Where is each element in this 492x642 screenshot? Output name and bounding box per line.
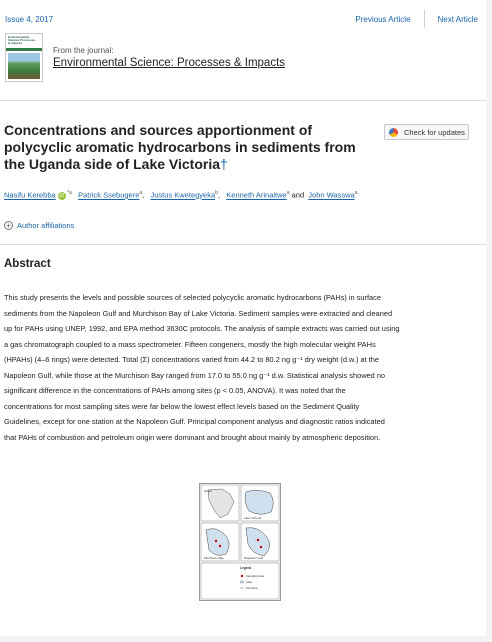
article-nav: [355, 15, 478, 28]
author-affiliations-label: Author affiliations: [17, 221, 75, 230]
affiliation-sup: a: [139, 190, 143, 196]
journal-cover-image[interactable]: [5, 33, 43, 82]
affiliation-sup: *a: [65, 190, 72, 196]
cover-title: Environmental Science Processes & Impacts: [8, 35, 36, 46]
expand-plus-icon: +: [4, 221, 13, 230]
abstract-heading: Abstract: [4, 258, 51, 270]
map-label-br: Napoleon Gulf: [244, 556, 264, 560]
legend-title: Legend: [240, 566, 252, 570]
study-area-map: [200, 484, 280, 600]
sampling-site-marker: [257, 539, 259, 541]
footnote-dagger-link[interactable]: †: [220, 156, 228, 172]
author-affiliations-toggle[interactable]: [4, 221, 74, 230]
journal-name-link[interactable]: Environmental Science: Processes & Impacts: [53, 57, 286, 69]
abstract-text: [4, 290, 480, 445]
affiliation-sup: b: [215, 190, 218, 196]
abstract-line: sediments from the Napoleon Gulf and Murchison Bay of Lake Victoria. Sediment samples were extracted and cleaned: [4, 308, 393, 318]
sampling-site-marker: [215, 540, 217, 542]
abstract-line: up for PAHs using UNEP, 1992, and EPA method 3630C protocols. The analysis of sample extracts was carried out using: [4, 324, 400, 333]
abstract-line: (HPAHs) (4–6 rings) were detected. Total (Σ) concentrations varied from 44.2 to 80.2 ng g⁻¹ dry weight (d.w.) at the: [4, 355, 380, 364]
from-journal-label: From the journal:: [53, 46, 114, 55]
check-for-updates-button[interactable]: [384, 124, 469, 140]
legend-item: Sampling sites: [246, 574, 265, 578]
article-title: [4, 122, 374, 173]
affiliation-sup: a: [286, 190, 290, 196]
previous-article-link[interactable]: Previous Article: [355, 15, 411, 24]
map-label-mid: Murchison Bay: [204, 556, 224, 560]
graphical-abstract-image[interactable]: [199, 483, 281, 601]
abstract-line: a gas chromatograph coupled to a mass spectrometer. Fifteen congeners, mostly the high molecular weight PAHs: [4, 339, 376, 349]
author-link[interactable]: Kenneth Arinaitwe: [226, 190, 287, 200]
sampling-site-marker: [260, 546, 262, 548]
author-link[interactable]: John Wasswa: [308, 190, 355, 200]
legend-item: Shoreline: [246, 586, 258, 590]
crossmark-icon: [389, 128, 398, 137]
map-label-tl: Africa: [204, 489, 212, 493]
sampling-site-marker: [219, 545, 221, 547]
legend-site-swatch: [241, 575, 243, 577]
abstract-line: that PAHs of combustion and petroleum origin were dominant and brought about mainly by atmospheric deposition.: [4, 432, 381, 442]
author-list: Nasifu Kerebba iD $^{*a}$ Patrick Ssebugere$^a$, Justus Kwetegyeka$^b$, Kenneth Arinaitwe$^a$ and John Wasswa$^a$: [4, 190, 358, 200]
author-link[interactable]: Nasifu Kerebba: [4, 190, 56, 200]
affiliation-sup: a: [354, 190, 358, 196]
legend-lake-swatch: [241, 581, 244, 583]
nav-divider: [424, 10, 425, 28]
abstract-line: This study presents the levels and possible sources of selected polycyclic aromatic hydrocarbons (PAHs) in surface: [4, 293, 381, 302]
author-link[interactable]: Patrick Ssebugere: [78, 190, 140, 200]
issue-label: Issue 4, 2017: [5, 15, 54, 24]
divider: [0, 100, 486, 101]
divider: [0, 244, 486, 245]
lake-victoria-shape: [245, 490, 273, 514]
abstract-line: concentrations for most sampling sites were far below the lowest effect levels based on the Sediment Quality: [4, 401, 360, 411]
article-title-text: Concentrations and sources apportionment of polycyclic aromatic hydrocarbons in sediments from the Uganda side of Lake Victoria: [4, 122, 356, 172]
abstract-line: Guidelines, except for one station at the Napoleon Gulf. Principal component analysis and diagnostic ratios indicated: [4, 417, 385, 426]
author-link[interactable]: Justus Kwetegyeka: [150, 190, 216, 200]
map-label-tr: Lake Victoria: [244, 516, 262, 520]
orcid-icon[interactable]: iD: [59, 192, 65, 199]
legend-item: Lake: [246, 580, 253, 584]
cover-photo: [8, 53, 40, 79]
abstract-line: Napoleon Gulf, while those at the Murchison Bay ranged from 17.0 to 55.0 ng g⁻¹ d.w. Statistical analysis showed no: [4, 370, 386, 380]
check-for-updates-label: Check for updates: [404, 127, 465, 137]
cover-bar: [6, 48, 42, 51]
abstract-line: significant difference in the concentrations of PAHs among sites (p < 0.05, ANOVA). It was noted that the: [4, 386, 346, 395]
next-article-link[interactable]: Next Article: [437, 15, 478, 24]
